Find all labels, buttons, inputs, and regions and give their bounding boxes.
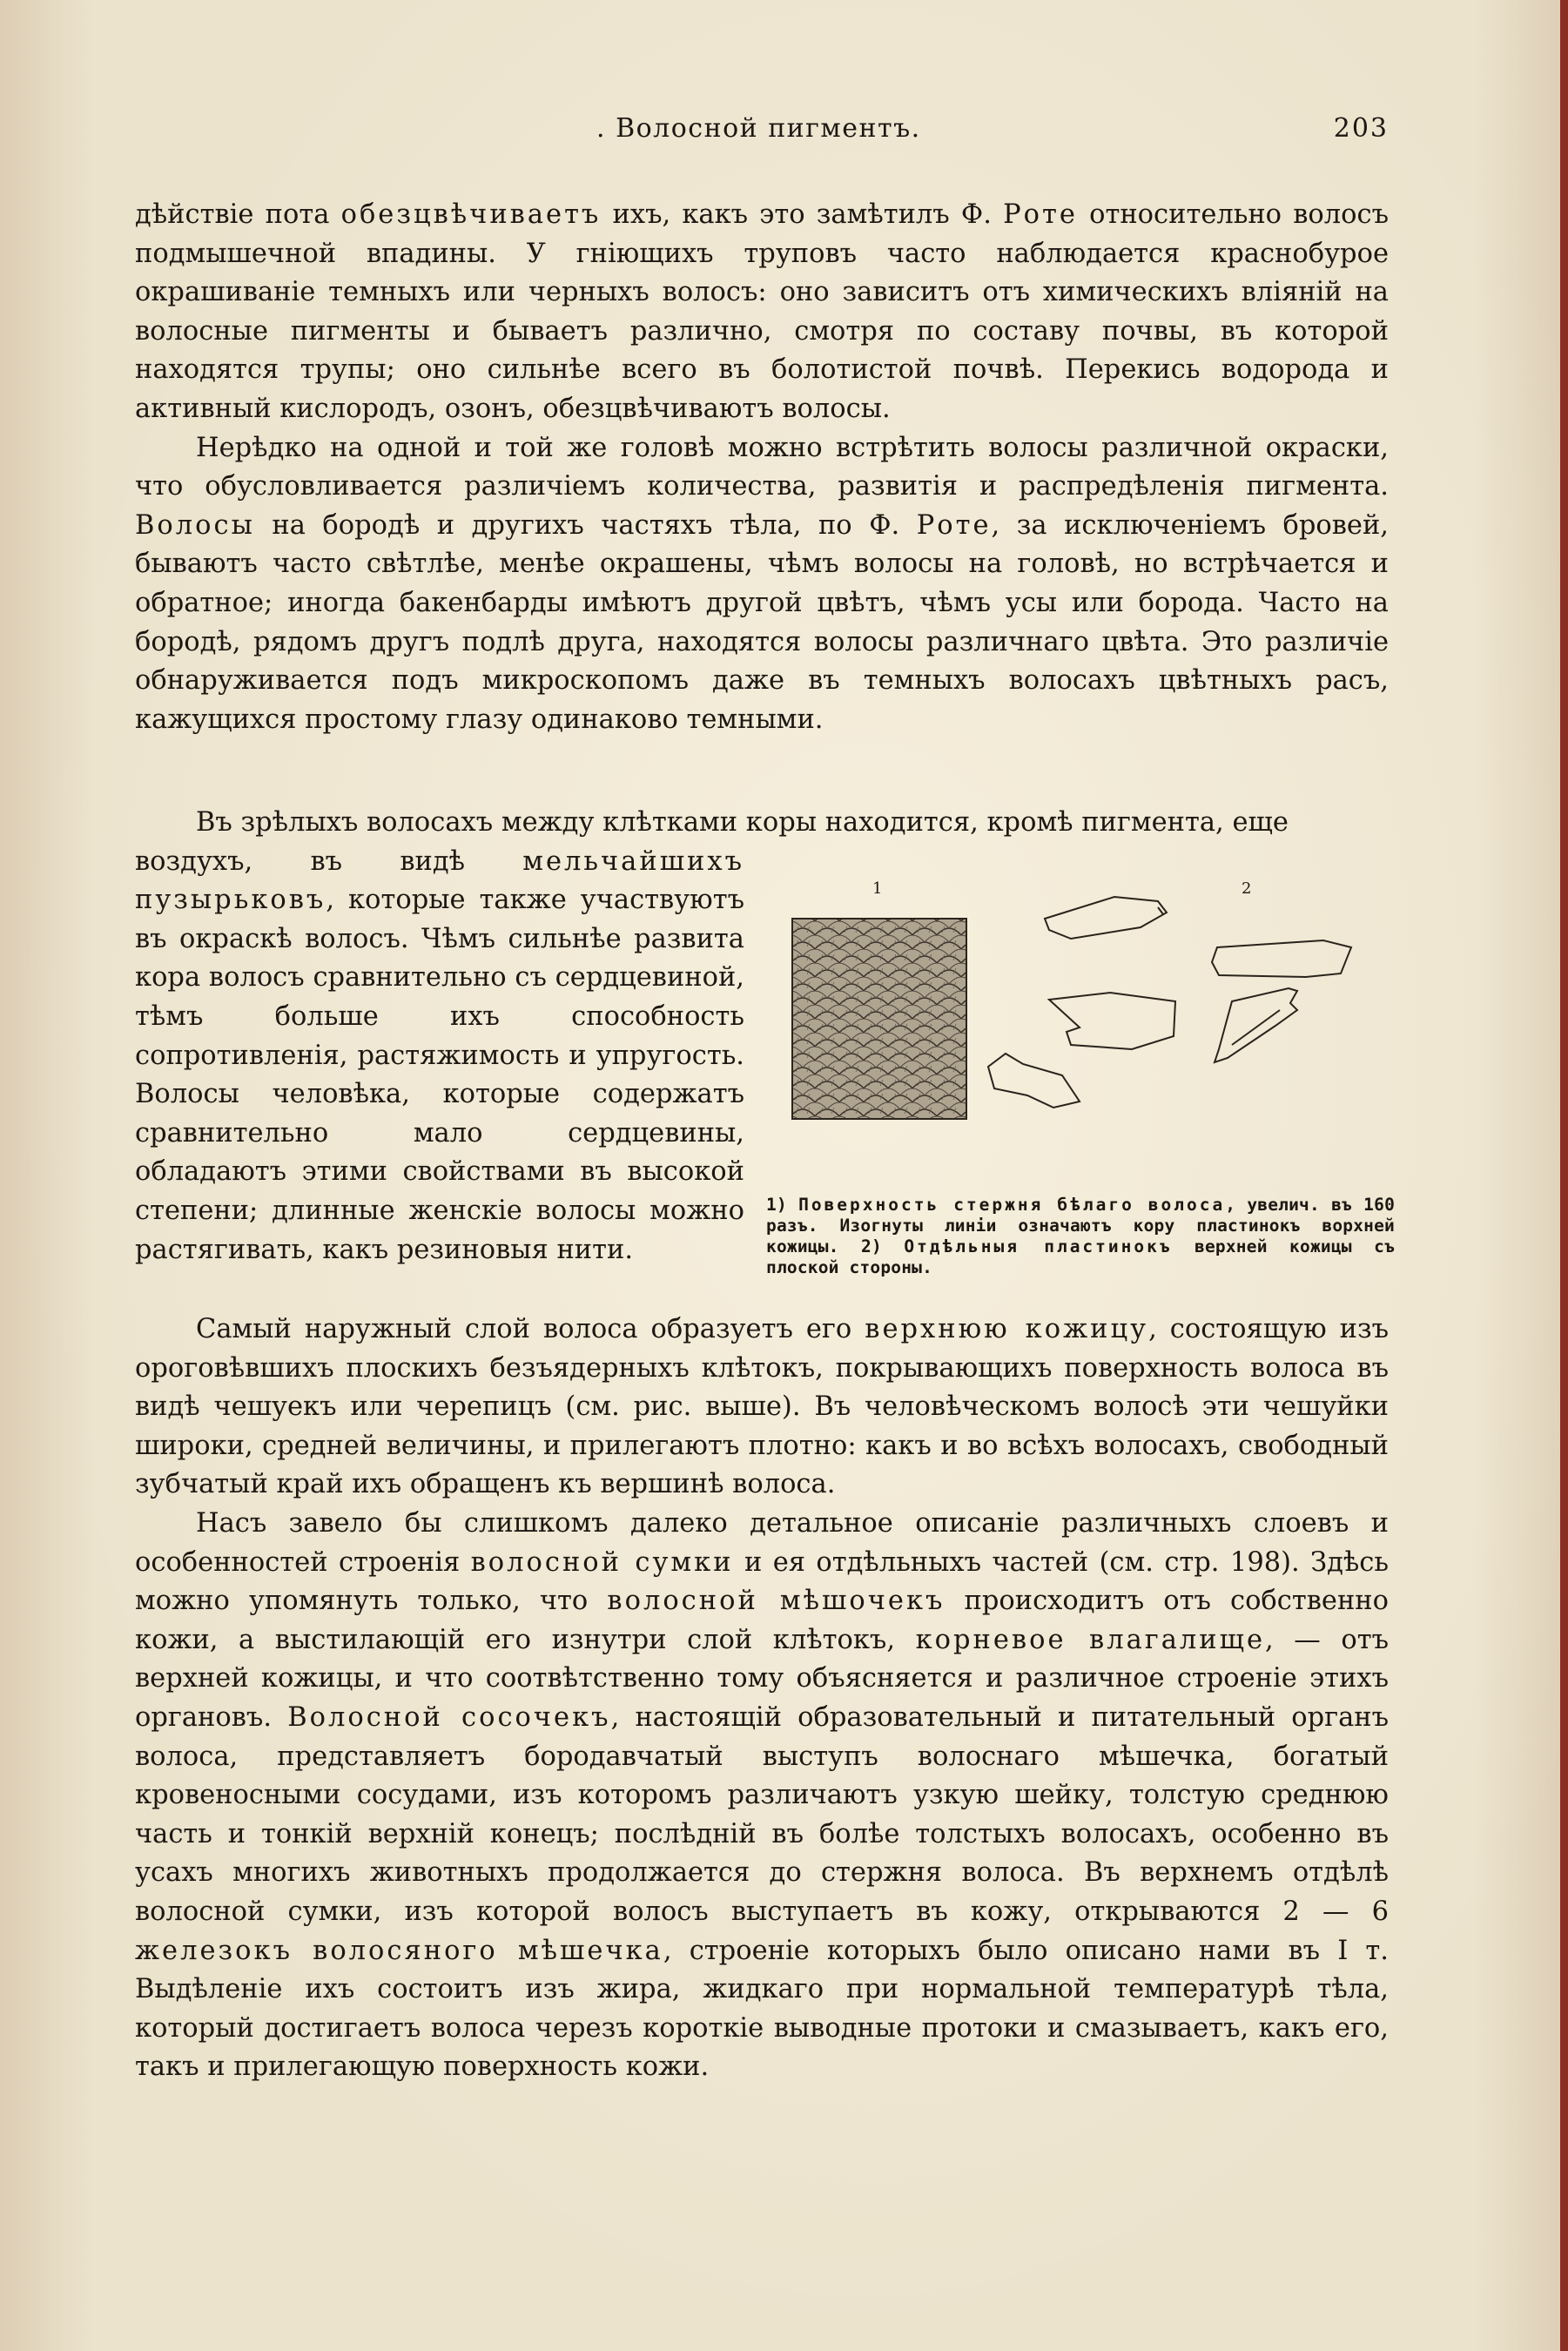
paragraph-4 — [135, 1310, 1389, 1505]
text-run: дѣйствіе пота — [135, 199, 341, 230]
text-block-top — [135, 196, 1389, 739]
paragraph-3-first-line: Въ зрѣлыхъ волосахъ между клѣтками коры находится, кромѣ пигмента, еще — [196, 807, 1289, 838]
spaced-term: Волосы — [135, 509, 255, 541]
spaced-term: Отдѣльныя пластинокъ — [904, 1236, 1173, 1256]
text-run: , настоящій образовательный и питательный органъ волоса, представляетъ бородавчатый выступъ волоснаго мѣшечка, богатый кровеносными сосудами, изъ которомъ различаютъ узкую шейку, толстую среднюю часть и тонкій верхній конецъ; послѣдній въ болѣе толстыхъ волосахъ, особенно въ усахъ многихъ животныхъ продолжается до стержня волоса. Въ верхнемъ отдѣлѣ волосной сумки, изъ которой волосъ выступаетъ въ кожу, открываются 2 — 6 — [135, 1701, 1389, 1927]
text-run: на бородѣ и другихъ частяхъ тѣла, по Ф. — [254, 509, 917, 541]
spaced-term: мельчайшихъ пузырьковъ — [135, 845, 744, 916]
paragraph-2 — [135, 429, 1389, 740]
paragraph-5 — [135, 1505, 1389, 2087]
running-title: . Волосной пигментъ. — [596, 113, 921, 144]
spaced-term: Поверхность стержня бѣлаго волоса — [798, 1195, 1226, 1215]
text-run: верхней кожицы съ плоской стороны. — [766, 1236, 1396, 1277]
text-run: , — отъ верхней кожицы, и что соотвѣтственно тому объясняется и различное строеніе этихъ органовъ. — [135, 1624, 1389, 1733]
figure-label-2: 2 — [1242, 879, 1252, 898]
text-run: происходитъ отъ собственно кожи, а выстилающій его изнутри слой клѣтокъ, — [135, 1586, 1389, 1655]
spaced-term: корневое влагалище — [915, 1624, 1266, 1655]
text-run: 1) — [766, 1195, 799, 1215]
text-run: Самый наружный слой волоса образуетъ его — [196, 1314, 865, 1344]
text-block-bottom — [135, 1310, 1389, 2087]
text-run: , состоящую изъ ороговѣвшихъ плоскихъ безъядерныхъ клѣтокъ, покрывающихъ поверхность волоса въ видѣ чешуекъ или черепицъ (см. рис. выше). Въ человѣческомъ волосѣ эти чешуйки широки, средней величины, и прилегаютъ плотно: какъ и во всѣхъ волосахъ, свободный зубчатый край ихъ обращенъ къ вершинѣ волоса. — [135, 1314, 1389, 1500]
spaced-term: волосной сумки — [470, 1546, 734, 1578]
hair-shaft-drawing — [792, 919, 966, 1119]
text-run: и ея отдѣльныхъ частей (см. стр. 198). Здѣсь можно упомянуть только, что — [135, 1546, 1389, 1617]
figure-label-1: 1 — [872, 879, 883, 898]
text-run: ихъ, какъ это замѣтилъ Ф. — [601, 199, 1004, 230]
running-header — [135, 113, 1389, 157]
paragraph-1 — [135, 196, 1389, 429]
text-run: , за исключеніемъ бровей, бываютъ часто свѣтлѣе, менѣе окрашены, чѣмъ волосы на головѣ, но встрѣчается и обратное; иногда бакенбарды имѣютъ другой цвѣтъ, чѣмъ усы или борода. Часто на бородѣ, рядомъ другъ подлѣ друга, находятся волосы различнаго цвѣта. Это различіе обнаруживается подъ микроскопомъ даже въ темныхъ волосахъ цвѣтныхъ расъ, кажущихся простому глазу одинаково темными. — [135, 509, 1389, 735]
spaced-term: верхнюю кожицу — [865, 1314, 1149, 1344]
text-run: , которые также участвуютъ въ окраскѣ волосъ. Чѣмъ сильнѣе развита кора волосъ сравнительно съ сердцевиной, тѣмъ больше ихъ способность сопротивленія, растяжимость и упругость. Волосы человѣка, которые содержатъ сравнительно мало сердцевины, обладаютъ этими свойствами въ высокой степени; длинные женскіе волосы можно растягивать, какъ резиновыя нити. — [135, 885, 744, 1265]
page-edge — [1560, 0, 1568, 2351]
text-run: воздухъ, въ видѣ — [135, 845, 523, 877]
page-number: 203 — [1333, 113, 1389, 144]
spaced-term: Роте — [916, 509, 992, 541]
spaced-term: обезцвѣчиваетъ — [340, 199, 602, 230]
text-run: , строеніе которыхъ было описано нами въ I т. Выдѣленіе ихъ состоитъ изъ жира, жидкаго при нормальной температурѣ тѣла, который достигаетъ волоса черезъ короткіе выводные протоки и смазываетъ, какъ его, такъ и прилегающую поверхность кожи. — [135, 1935, 1389, 2083]
figure-caption — [766, 1195, 1395, 1278]
spaced-term: волосной мѣшочекъ — [607, 1586, 946, 1617]
paragraph-3-narrow — [135, 843, 744, 1270]
spaced-term: железокъ волосяного мѣшечка — [135, 1935, 663, 1966]
text-run: Насъ завело бы слишкомъ далеко детальное описаніе различныхъ слоевъ и особенностей строенія — [135, 1507, 1389, 1578]
figure-illustration — [766, 879, 1402, 1193]
text-run: относительно волосъ подмышечной впадины. У гніющихъ труповъ часто наблюдается краснобурое окрашиваніе темныхъ или черныхъ волосъ: оно зависитъ отъ химическихъ вліяній на волосные пигменты и бываетъ различно, смотря по составу почвы, въ которой находятся трупы; оно сильнѣе всего въ болотистой почвѣ. Перекись водорода и активный кислородъ, озонъ, обезцвѣчиваютъ волосы. — [135, 199, 1389, 424]
text-run: Нерѣдко на одной и той же головѣ можно встрѣтить волосы различной окраски, что обусловливается различіемъ количества, развитія и распредѣленія пигмента. — [135, 432, 1389, 502]
spaced-term: Волосной сосочекъ — [287, 1701, 611, 1733]
figure-hair-cuticle — [766, 879, 1402, 1289]
spaced-term: Роте — [1003, 199, 1078, 230]
cuticle-plates-drawing — [988, 897, 1351, 1108]
text-run: , увелич. въ 160 разъ. Изогнуты линіи означаютъ кору пластинокъ ворхней кожицы. 2) — [766, 1195, 1396, 1256]
